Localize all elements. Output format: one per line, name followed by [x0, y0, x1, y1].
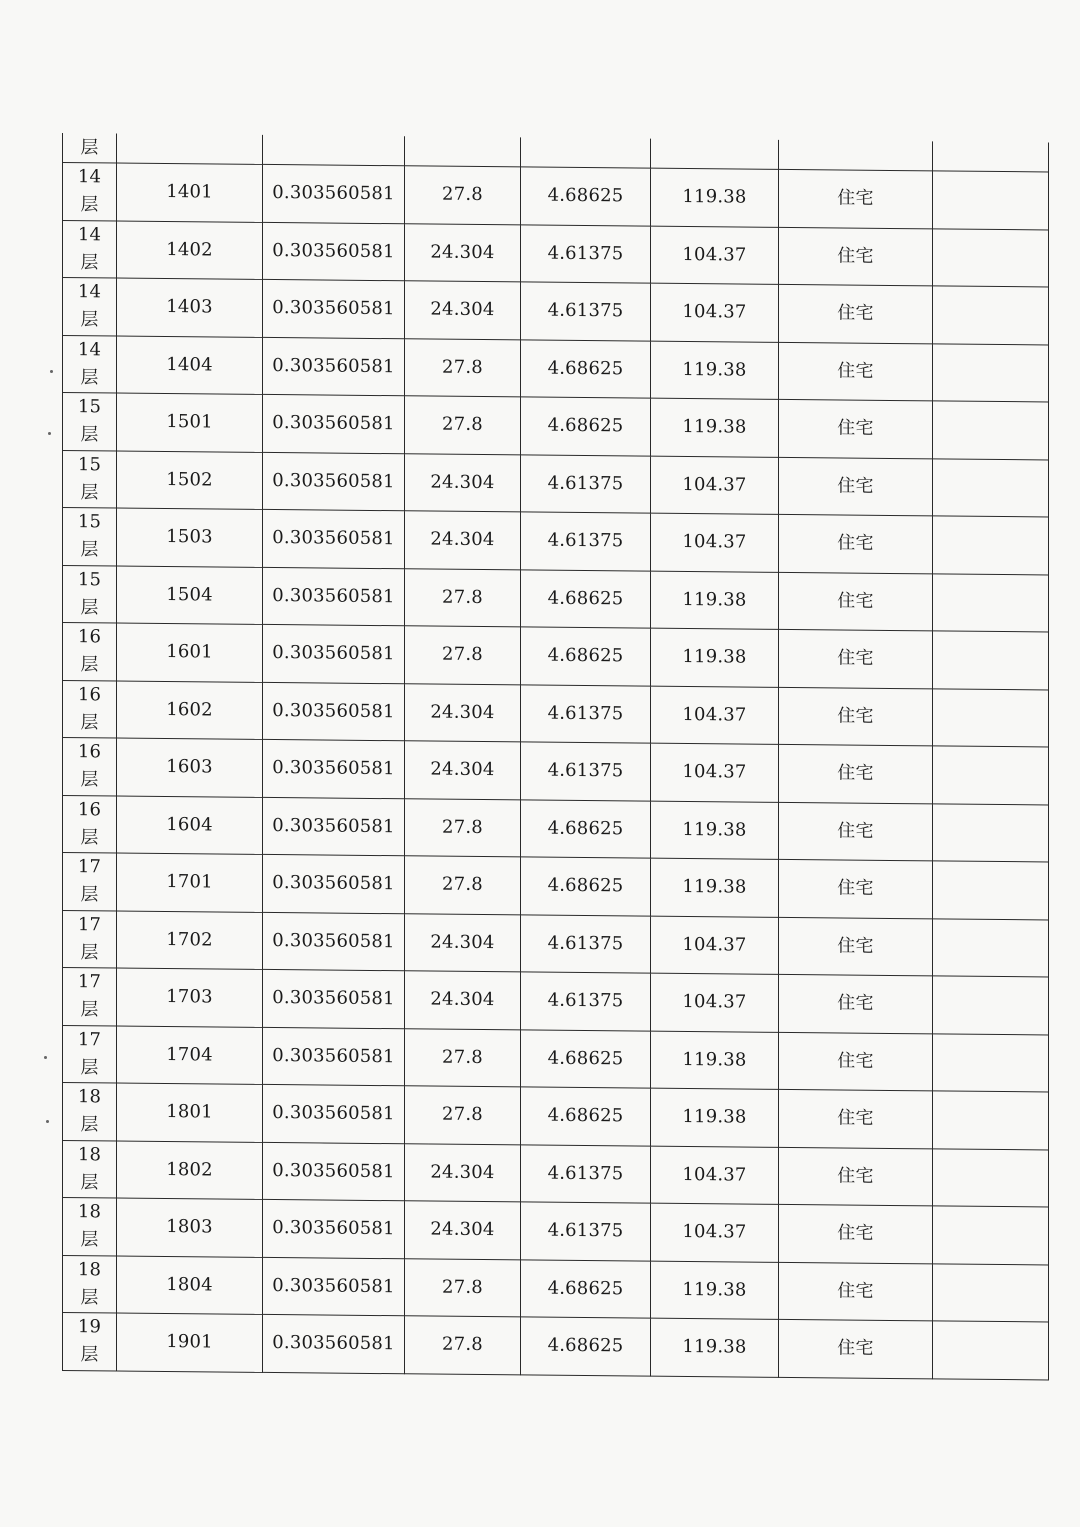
total-area-cell: 119.38	[651, 1088, 779, 1147]
share-ratio-cell: 0.303560581	[263, 1142, 405, 1201]
floor-number: 14	[77, 223, 102, 246]
total-area-cell: 104.37	[651, 1203, 779, 1262]
floor-number: 16	[77, 626, 102, 648]
floor-cell	[63, 853, 117, 911]
share-ratio-cell	[263, 135, 405, 166]
total-area-cell	[651, 139, 779, 170]
inner-area-cell: 27.8	[405, 166, 521, 225]
table-row	[63, 450, 1049, 517]
shared-area-cell: 4.68625	[521, 167, 651, 226]
table-row	[63, 795, 1049, 862]
inner-area-cell: 27.8	[405, 626, 521, 685]
table-row	[63, 1198, 1049, 1265]
inner-area-cell: 27.8	[405, 856, 521, 915]
room-cell: 1703	[117, 968, 263, 1027]
floor-number: 16	[77, 683, 102, 706]
inner-area-cell: 27.8	[405, 1086, 521, 1145]
use-cell: 住宅	[779, 859, 933, 918]
share-ratio-cell: 0.303560581	[263, 337, 405, 396]
shared-area-cell: 4.68625	[521, 397, 651, 456]
use-cell: 住宅	[779, 284, 933, 343]
note-cell	[933, 1321, 1049, 1380]
total-area-cell: 119.38	[651, 1318, 779, 1377]
shared-area-cell: 4.68625	[521, 1259, 651, 1318]
floor-number: 17	[77, 856, 102, 878]
floor-cell	[63, 450, 117, 508]
floor-unit: 层	[80, 1114, 99, 1136]
floor-number: 15	[77, 511, 102, 533]
note-cell	[933, 401, 1049, 460]
room-cell: 1803	[117, 1198, 263, 1257]
floor-cell	[63, 910, 117, 968]
floor-unit: 层	[80, 539, 99, 561]
floor-number: 15	[77, 453, 102, 476]
room-cell: 1804	[117, 1256, 263, 1315]
floor-unit: 层	[80, 1286, 99, 1309]
inner-area-cell: 24.304	[405, 913, 521, 972]
total-area-cell: 104.37	[651, 1146, 779, 1205]
floor-number: 16	[77, 798, 102, 821]
shared-area-cell: 4.68625	[521, 1087, 651, 1146]
shared-area-cell: 4.61375	[521, 972, 651, 1031]
shared-area-cell: 4.61375	[521, 742, 651, 801]
room-cell: 1502	[117, 451, 263, 510]
table-row	[63, 335, 1049, 402]
inner-area-cell	[405, 136, 521, 167]
room-cell: 1702	[117, 911, 263, 970]
total-area-cell: 104.37	[651, 456, 779, 515]
share-ratio-cell: 0.303560581	[263, 912, 405, 971]
use-cell: 住宅	[779, 399, 933, 458]
table-row	[63, 738, 1049, 805]
use-cell	[779, 140, 933, 171]
table-row	[63, 1140, 1049, 1207]
share-ratio-cell: 0.303560581	[263, 509, 405, 568]
use-cell: 住宅	[779, 1089, 933, 1148]
total-area-cell: 104.37	[651, 916, 779, 975]
table-row	[63, 968, 1049, 1035]
note-cell	[933, 1091, 1049, 1150]
total-area-cell: 104.37	[651, 973, 779, 1032]
floor-number: 15	[77, 396, 102, 418]
floor-cell	[63, 220, 117, 278]
note-cell	[933, 976, 1049, 1035]
note-cell	[933, 1148, 1049, 1207]
share-ratio-cell: 0.303560581	[263, 1027, 405, 1086]
room-cell	[117, 134, 263, 165]
share-ratio-cell: 0.303560581	[263, 739, 405, 798]
share-ratio-cell: 0.303560581	[263, 682, 405, 741]
inner-area-cell: 27.8	[405, 798, 521, 857]
note-cell	[933, 861, 1049, 920]
floor-cell	[63, 795, 117, 853]
share-ratio-cell: 0.303560581	[263, 969, 405, 1028]
inner-area-cell: 24.304	[405, 1143, 521, 1202]
note-cell	[933, 286, 1049, 345]
floor-cell	[63, 1140, 117, 1198]
room-cell: 1601	[117, 623, 263, 682]
floor-unit: 层	[80, 941, 99, 964]
floor-unit: 层	[80, 481, 99, 504]
use-cell: 住宅	[779, 917, 933, 976]
total-area-cell: 104.37	[651, 283, 779, 342]
total-area-cell: 104.37	[651, 686, 779, 745]
shared-area-cell: 4.68625	[521, 857, 651, 916]
share-ratio-cell: 0.303560581	[263, 797, 405, 856]
note-cell	[933, 631, 1049, 690]
table-row	[63, 853, 1049, 920]
floor-unit: 层	[80, 136, 99, 158]
floor-unit: 层	[80, 251, 99, 274]
shared-area-cell: 4.68625	[521, 627, 651, 686]
table-row	[63, 680, 1049, 747]
inner-area-cell: 24.304	[405, 511, 521, 570]
total-area-cell: 119.38	[651, 801, 779, 860]
area-table-container	[62, 133, 1048, 1380]
table-body	[63, 133, 1049, 1379]
note-cell	[933, 1033, 1049, 1092]
floor-unit: 层	[80, 366, 99, 389]
floor-number: 16	[77, 741, 102, 763]
floor-cell	[63, 278, 117, 336]
inner-area-cell: 27.8	[405, 1028, 521, 1087]
table-row	[63, 1313, 1049, 1380]
shared-area-cell: 4.68625	[521, 799, 651, 858]
floor-number: 17	[77, 971, 102, 993]
room-cell: 1503	[117, 508, 263, 567]
use-cell: 住宅	[779, 169, 933, 228]
shared-area-cell: 4.61375	[521, 914, 651, 973]
floor-unit: 层	[80, 654, 99, 676]
floor-number: 15	[77, 568, 102, 591]
inner-area-cell: 27.8	[405, 1258, 521, 1317]
table-row	[63, 220, 1049, 287]
share-ratio-cell: 0.303560581	[263, 567, 405, 626]
table-row	[63, 1025, 1049, 1092]
use-cell: 住宅	[779, 802, 933, 861]
share-ratio-cell: 0.303560581	[263, 1314, 405, 1373]
room-cell: 1801	[117, 1083, 263, 1142]
table-row	[63, 910, 1049, 977]
use-cell: 住宅	[779, 572, 933, 631]
share-ratio-cell: 0.303560581	[263, 452, 405, 511]
share-ratio-cell: 0.303560581	[263, 222, 405, 281]
table-row	[63, 623, 1049, 690]
total-area-cell: 104.37	[651, 743, 779, 802]
floor-number: 17	[77, 913, 102, 936]
room-area-table	[62, 133, 1049, 1380]
note-cell	[933, 573, 1049, 632]
inner-area-cell: 24.304	[405, 971, 521, 1030]
total-area-cell: 119.38	[651, 628, 779, 687]
inner-area-cell: 27.8	[405, 338, 521, 397]
table-row	[63, 565, 1049, 632]
share-ratio-cell: 0.303560581	[263, 1257, 405, 1316]
shared-area-cell: 4.68625	[521, 339, 651, 398]
shared-area-cell: 4.61375	[521, 512, 651, 571]
shared-area-cell: 4.68625	[521, 569, 651, 628]
total-area-cell: 104.37	[651, 513, 779, 572]
room-cell: 1704	[117, 1026, 263, 1085]
room-cell: 1901	[117, 1313, 263, 1372]
floor-number: 18	[77, 1143, 102, 1166]
floor-unit: 层	[80, 596, 99, 619]
room-cell: 1602	[117, 681, 263, 740]
use-cell: 住宅	[779, 1262, 933, 1321]
note-cell	[933, 688, 1049, 747]
floor-unit: 层	[80, 1344, 99, 1366]
floor-number: 14	[77, 281, 102, 303]
floor-unit: 层	[80, 309, 99, 331]
table-row	[63, 163, 1049, 230]
use-cell: 住宅	[779, 457, 933, 516]
note-cell	[933, 1206, 1049, 1265]
floor-number: 14	[77, 166, 102, 188]
shared-area-cell: 4.61375	[521, 684, 651, 743]
room-cell: 1402	[117, 221, 263, 280]
room-cell: 1802	[117, 1141, 263, 1200]
share-ratio-cell: 0.303560581	[263, 854, 405, 913]
total-area-cell: 104.37	[651, 226, 779, 285]
table-row	[63, 1255, 1049, 1322]
floor-unit: 层	[80, 711, 99, 734]
inner-area-cell: 27.8	[405, 568, 521, 627]
room-cell: 1603	[117, 738, 263, 797]
use-cell: 住宅	[779, 974, 933, 1033]
total-area-cell: 119.38	[651, 858, 779, 917]
use-cell: 住宅	[779, 1204, 933, 1263]
floor-cell	[63, 738, 117, 796]
inner-area-cell: 24.304	[405, 741, 521, 800]
total-area-cell: 119.38	[651, 398, 779, 457]
use-cell: 住宅	[779, 1147, 933, 1206]
share-ratio-cell: 0.303560581	[263, 279, 405, 338]
room-cell: 1403	[117, 278, 263, 337]
floor-number: 18	[77, 1258, 102, 1281]
floor-cell	[63, 508, 117, 566]
note-cell	[933, 458, 1049, 517]
use-cell: 住宅	[779, 1319, 933, 1378]
total-area-cell: 119.38	[651, 571, 779, 630]
floor-cell	[63, 680, 117, 738]
use-cell: 住宅	[779, 514, 933, 573]
floor-unit: 层	[80, 826, 99, 849]
shared-area-cell: 4.61375	[521, 454, 651, 513]
inner-area-cell: 27.8	[405, 396, 521, 455]
shared-area-cell: 4.61375	[521, 282, 651, 341]
floor-cell	[63, 163, 117, 221]
floor-unit: 层	[80, 1171, 99, 1194]
room-cell: 1604	[117, 796, 263, 855]
floor-cell	[63, 1025, 117, 1083]
shared-area-cell: 4.61375	[521, 1144, 651, 1203]
floor-unit: 层	[80, 884, 99, 906]
floor-unit: 层	[80, 1229, 99, 1251]
floor-cell	[63, 1083, 117, 1141]
room-cell: 1404	[117, 336, 263, 395]
note-cell	[933, 516, 1049, 575]
note-cell	[933, 343, 1049, 402]
floor-cell	[63, 623, 117, 681]
floor-cell	[63, 1255, 117, 1313]
inner-area-cell: 24.304	[405, 223, 521, 282]
floor-number: 17	[77, 1028, 102, 1051]
floor-unit: 层	[80, 769, 99, 791]
scan-speck	[48, 432, 51, 435]
shared-area-cell: 4.61375	[521, 224, 651, 283]
share-ratio-cell: 0.303560581	[263, 394, 405, 453]
floor-unit: 层	[80, 424, 99, 446]
floor-cell	[63, 565, 117, 623]
floor-number: 18	[77, 1201, 102, 1223]
shared-area-cell: 4.68625	[521, 1029, 651, 1088]
floor-cell	[63, 1313, 117, 1371]
use-cell: 住宅	[779, 744, 933, 803]
room-cell: 1401	[117, 163, 263, 222]
room-cell: 1504	[117, 566, 263, 625]
note-cell	[933, 1263, 1049, 1322]
share-ratio-cell: 0.303560581	[263, 1084, 405, 1143]
total-area-cell: 119.38	[651, 168, 779, 227]
floor-unit: 层	[80, 999, 99, 1021]
use-cell: 住宅	[779, 687, 933, 746]
use-cell: 住宅	[779, 342, 933, 401]
note-cell	[933, 746, 1049, 805]
inner-area-cell: 24.304	[405, 683, 521, 742]
share-ratio-cell: 0.303560581	[263, 164, 405, 223]
floor-number: 14	[77, 338, 102, 361]
inner-area-cell: 24.304	[405, 1201, 521, 1260]
use-cell: 住宅	[779, 1032, 933, 1091]
inner-area-cell: 24.304	[405, 281, 521, 340]
shared-area-cell: 4.61375	[521, 1202, 651, 1261]
scan-speck	[44, 1056, 47, 1059]
floor-cell	[63, 335, 117, 393]
note-cell	[933, 141, 1049, 172]
use-cell: 住宅	[779, 629, 933, 688]
floor-number: 19	[77, 1316, 102, 1338]
total-area-cell: 119.38	[651, 341, 779, 400]
floor-unit: 层	[80, 1056, 99, 1079]
shared-area-cell: 4.68625	[521, 1317, 651, 1376]
table-row	[63, 508, 1049, 575]
floor-unit: 层	[80, 194, 99, 216]
room-cell: 1501	[117, 393, 263, 452]
floor-cell	[63, 393, 117, 451]
floor-number: 18	[77, 1086, 102, 1108]
total-area-cell: 119.38	[651, 1261, 779, 1320]
share-ratio-cell: 0.303560581	[263, 1199, 405, 1258]
note-cell	[933, 228, 1049, 287]
note-cell	[933, 803, 1049, 862]
room-cell: 1701	[117, 853, 263, 912]
inner-area-cell: 24.304	[405, 453, 521, 512]
floor-cell	[63, 133, 117, 163]
scan-speck	[46, 1120, 49, 1123]
note-cell	[933, 171, 1049, 230]
use-cell: 住宅	[779, 227, 933, 286]
table-row	[63, 278, 1049, 345]
total-area-cell: 119.38	[651, 1031, 779, 1090]
inner-area-cell: 27.8	[405, 1316, 521, 1375]
floor-cell	[63, 968, 117, 1026]
share-ratio-cell: 0.303560581	[263, 624, 405, 683]
scan-speck	[50, 370, 53, 373]
floor-cell	[63, 1198, 117, 1256]
note-cell	[933, 918, 1049, 977]
table-row	[63, 1083, 1049, 1150]
shared-area-cell	[521, 137, 651, 168]
table-row	[63, 393, 1049, 460]
